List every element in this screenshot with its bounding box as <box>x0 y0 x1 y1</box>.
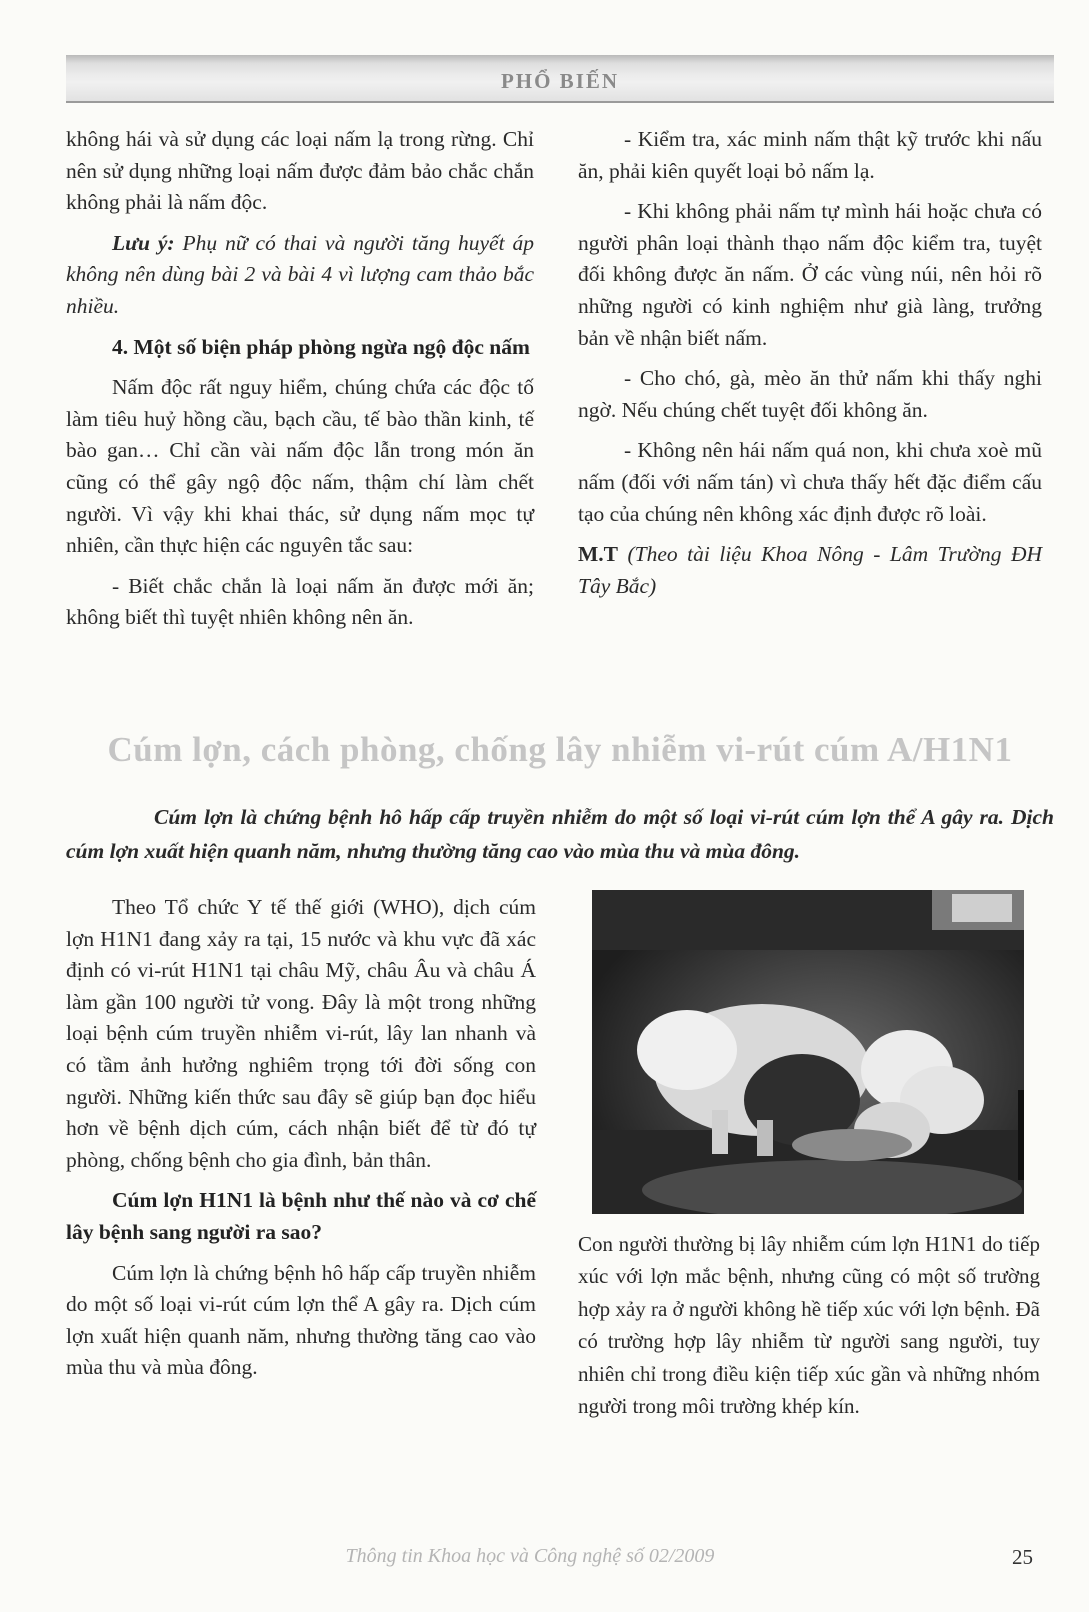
section-heading: Cúm lợn H1N1 là bệnh như thế nào và cơ chế lây bệnh sang người ra sao? <box>66 1188 536 1244</box>
note-text: Phụ nữ có thai và người tăng huyết áp không nên dùng bài 2 và bài 4 vì lượng cam thảo bắc nhiều. <box>66 230 534 318</box>
article2-left-column <box>66 892 536 1393</box>
pig-photo-illustration <box>592 890 1024 1214</box>
article1-left-column <box>66 124 534 643</box>
article-title: Cúm lợn, cách phòng, chống lây nhiễm vi-rút cúm A/H1N1 <box>107 730 1013 769</box>
note-paragraph <box>66 228 534 323</box>
section-header-bar <box>66 55 1054 103</box>
article1-right-column <box>578 124 1042 611</box>
section-heading: 4. Một số biện pháp phòng ngừa ngộ độc nấm <box>112 334 530 359</box>
page-number: 25 <box>1012 1545 1033 1569</box>
paragraph: Cúm lợn là chứng bệnh hô hấp cấp truyền nhiễm do một số loại vi-rút cúm lợn thể A gây ra. Dịch cúm lợn xuất hiện quanh năm, nhưng thường tăng cao vào mùa thu và mùa đông. <box>66 1260 536 1380</box>
paragraph: Theo Tổ chức Y tế thế giới (WHO), dịch cúm lợn H1N1 đang xảy ra tại, 15 nước và khu vực đã xác định có vi-rút H1N1 tại châu Mỹ, châu Âu và châu Á làm gần 100 người tử vong. Đây là một trong những loại bệnh cúm truyền nhiễm vi-rút, lây lan nhanh và có tầm ảnh hưởng nghiêm trọng tới đời sống con người. Những kiến thức sau đây sẽ giúp bạn đọc hiểu hơn về bệnh dịch cúm, cách nhận biết để từ đó tự phòng, chống bệnh cho gia đình, bản thân. <box>66 895 536 1172</box>
pig-photo <box>592 890 1024 1214</box>
section-label: PHỔ BIẾN <box>500 69 620 93</box>
article-lead: Cúm lợn là chứng bệnh hô hấp cấp truyền nhiễm do một số loại vi-rút cúm lợn thể A gây ra. Dịch cúm lợn xuất hiện quanh năm, nhưng thường tăng cao vào mùa thu và mùa đông. <box>66 805 1054 863</box>
byline-source: (Theo tài liệu Khoa Nông - Lâm Trường ĐH Tây Bắc) <box>578 542 1042 598</box>
paragraph: - Cho chó, gà, mèo ăn thử nấm khi thấy nghi ngờ. Nếu chúng chết tuyệt đối không ăn. <box>578 366 1042 422</box>
note-label: Lưu ý: <box>112 230 175 255</box>
byline-author: M.T <box>578 542 619 567</box>
photo-caption: Con người thường bị lây nhiễm cúm lợn H1N1 do tiếp xúc với lợn mắc bệnh, nhưng cũng có một số trường hợp xảy ra ở người không hề tiếp xúc với lợn bệnh. Đã có trường hợp lây nhiễm từ người sang người, tuy nhiên chỉ trong điều kiện tiếp xúc gần và những nhóm người trong môi trường khép kín. <box>578 1232 1040 1419</box>
paragraph: - Kiểm tra, xác minh nấm thật kỹ trước khi nấu ăn, phải kiên quyết loại bỏ nấm lạ. <box>578 127 1042 183</box>
paragraph: - Khi không phải nấm tự mình hái hoặc chưa có người phân loại thành thạo nấm độc kiểm tra, tuyệt đối không được ăn nấm. Ở các vùng núi, nên hỏi rõ những người có kinh nghiệm như già làng, trưởng bản về nhận biết nấm. <box>578 199 1042 350</box>
paragraph: Nấm độc rất nguy hiểm, chúng chứa các độc tố làm tiêu huỷ hồng cầu, bạch cầu, tế bào thần kinh, tế bào gan… Chỉ cần vài nấm độc lẫn trong món ăn cũng có thể gây ngộ độc nấm, thậm chí làm chết người. Vì vậy khi khai thác, sử dụng nấm mọc tự nhiên, cần thực hiện các nguyên tắc sau: <box>66 375 534 558</box>
paragraph: - Không nên hái nấm quá non, khi chưa xoè mũ nấm (đối với nấm tán) vì chưa thấy hết đặc điểm cấu tạo của chúng nên không xác định được rõ loài. <box>578 438 1042 526</box>
byline <box>578 539 1042 602</box>
paragraph: không hái và sử dụng các loại nấm lạ trong rừng. Chỉ nên sử dụng những loại nấm được đảm bảo chắc chắn không phải là nấm độc. <box>66 127 534 215</box>
paragraph: - Biết chắc chắn là loại nấm ăn được mới ăn; không biết thì tuyệt nhiên không nên ăn. <box>66 573 534 630</box>
publication-footer: Thông tin Khoa học và Công nghệ số 02/2009 <box>345 1545 715 1567</box>
